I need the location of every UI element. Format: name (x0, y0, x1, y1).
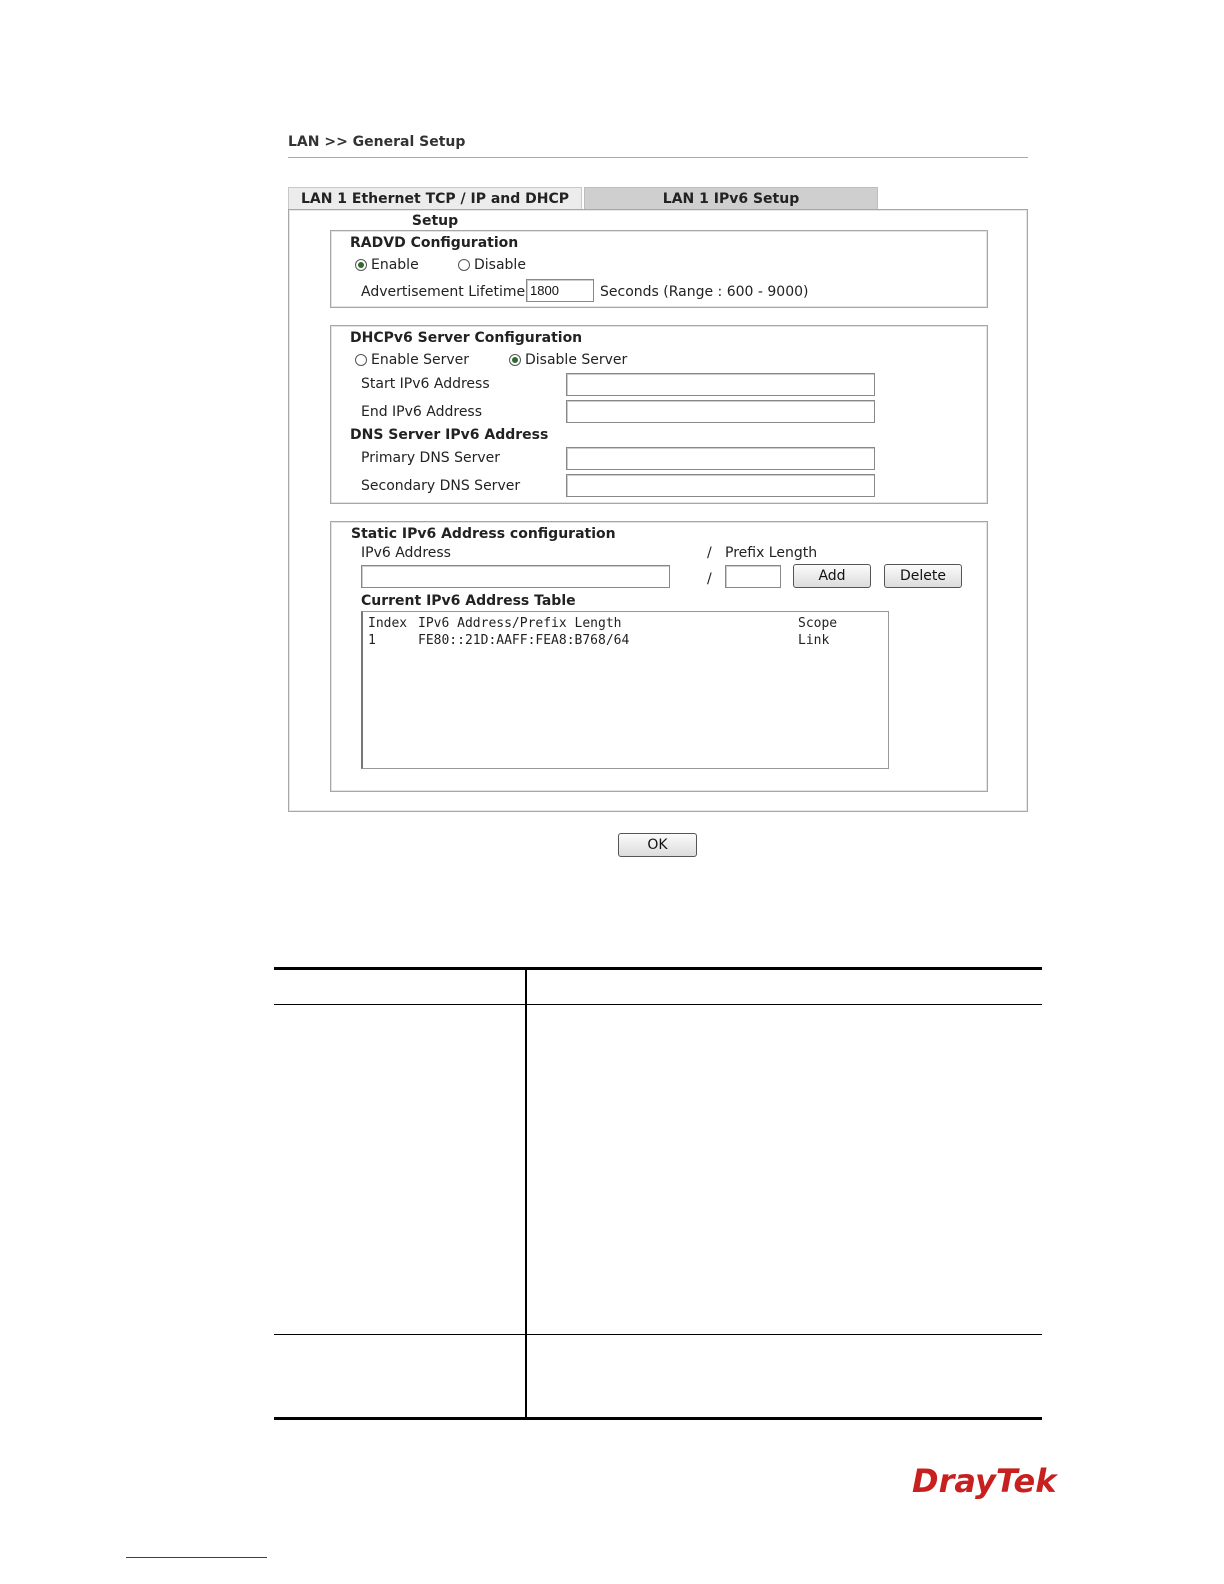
table-header-scope: Scope (798, 616, 838, 631)
end-ipv6-label: End IPv6 Address (361, 404, 483, 420)
current-ipv6-table-heading: Current IPv6 Address Table (361, 593, 576, 609)
start-ipv6-input[interactable] (566, 373, 875, 396)
draytek-logo: DrayTek (912, 1462, 1057, 1500)
doc-table-bottom-rule (274, 1417, 1042, 1420)
table-header-address: IPv6 Address/Prefix Length (418, 616, 622, 631)
ok-button[interactable]: OK (618, 833, 697, 857)
dhcpv6-heading: DHCPv6 Server Configuration (350, 330, 583, 346)
end-ipv6-input[interactable] (566, 400, 875, 423)
delete-button[interactable]: Delete (884, 564, 962, 588)
advertisement-lifetime-input[interactable] (526, 279, 594, 302)
table-row-index: 1 (368, 633, 376, 648)
prefix-length-input[interactable] (725, 565, 781, 588)
dhcpv6-disable-radio[interactable] (509, 354, 521, 366)
primary-dns-label: Primary DNS Server (361, 450, 501, 466)
primary-dns-input[interactable] (566, 447, 875, 470)
ipv6-address-input[interactable] (361, 565, 670, 588)
dhcpv6-enable-radio[interactable] (355, 354, 367, 366)
table-row-address: FE80::21D:AAFF:FEA8:B768/64 (418, 633, 630, 648)
lifetime-range-hint: Seconds (Range : 600 - 9000) (600, 284, 809, 300)
start-ipv6-label: Start IPv6 Address (361, 376, 490, 392)
table-header-index: Index (368, 616, 408, 631)
dhcpv6-disable-label: Disable Server (525, 352, 628, 368)
tab-ethernet-dhcp-setup[interactable]: LAN 1 Ethernet TCP / IP and DHCP Setup (288, 187, 582, 209)
title-divider (288, 157, 1028, 158)
advertisement-lifetime-label: Advertisement Lifetime (361, 284, 526, 300)
dns-server-heading: DNS Server IPv6 Address (350, 427, 549, 443)
ipv6-address-label: IPv6 Address (361, 545, 451, 561)
radvd-disable-radio[interactable] (458, 259, 470, 271)
doc-table-row-rule (274, 1334, 1042, 1335)
secondary-dns-input[interactable] (566, 474, 875, 497)
page-title: LAN >> General Setup (288, 134, 466, 150)
add-button[interactable]: Add (793, 564, 871, 588)
radvd-enable-label: Enable (371, 257, 419, 273)
radvd-heading: RADVD Configuration (350, 235, 519, 251)
tab-ipv6-setup[interactable]: LAN 1 IPv6 Setup (584, 187, 878, 209)
doc-table-top-rule (274, 967, 1042, 970)
static-ipv6-heading: Static IPv6 Address configuration (351, 526, 616, 542)
dhcpv6-enable-label: Enable Server (371, 352, 470, 368)
secondary-dns-label: Secondary DNS Server (361, 478, 521, 494)
doc-table-column-divider (525, 969, 527, 1417)
footer-rule (126, 1557, 267, 1558)
prefix-length-label: Prefix Length (725, 545, 818, 561)
radvd-disable-label: Disable (474, 257, 526, 273)
doc-table-row-rule (274, 1004, 1042, 1005)
table-row-scope: Link (798, 633, 830, 648)
prefix-slash-label: / (707, 545, 712, 561)
radvd-enable-radio[interactable] (355, 259, 367, 271)
prefix-slash: / (707, 571, 712, 587)
ipv6-address-table[interactable] (361, 611, 889, 769)
